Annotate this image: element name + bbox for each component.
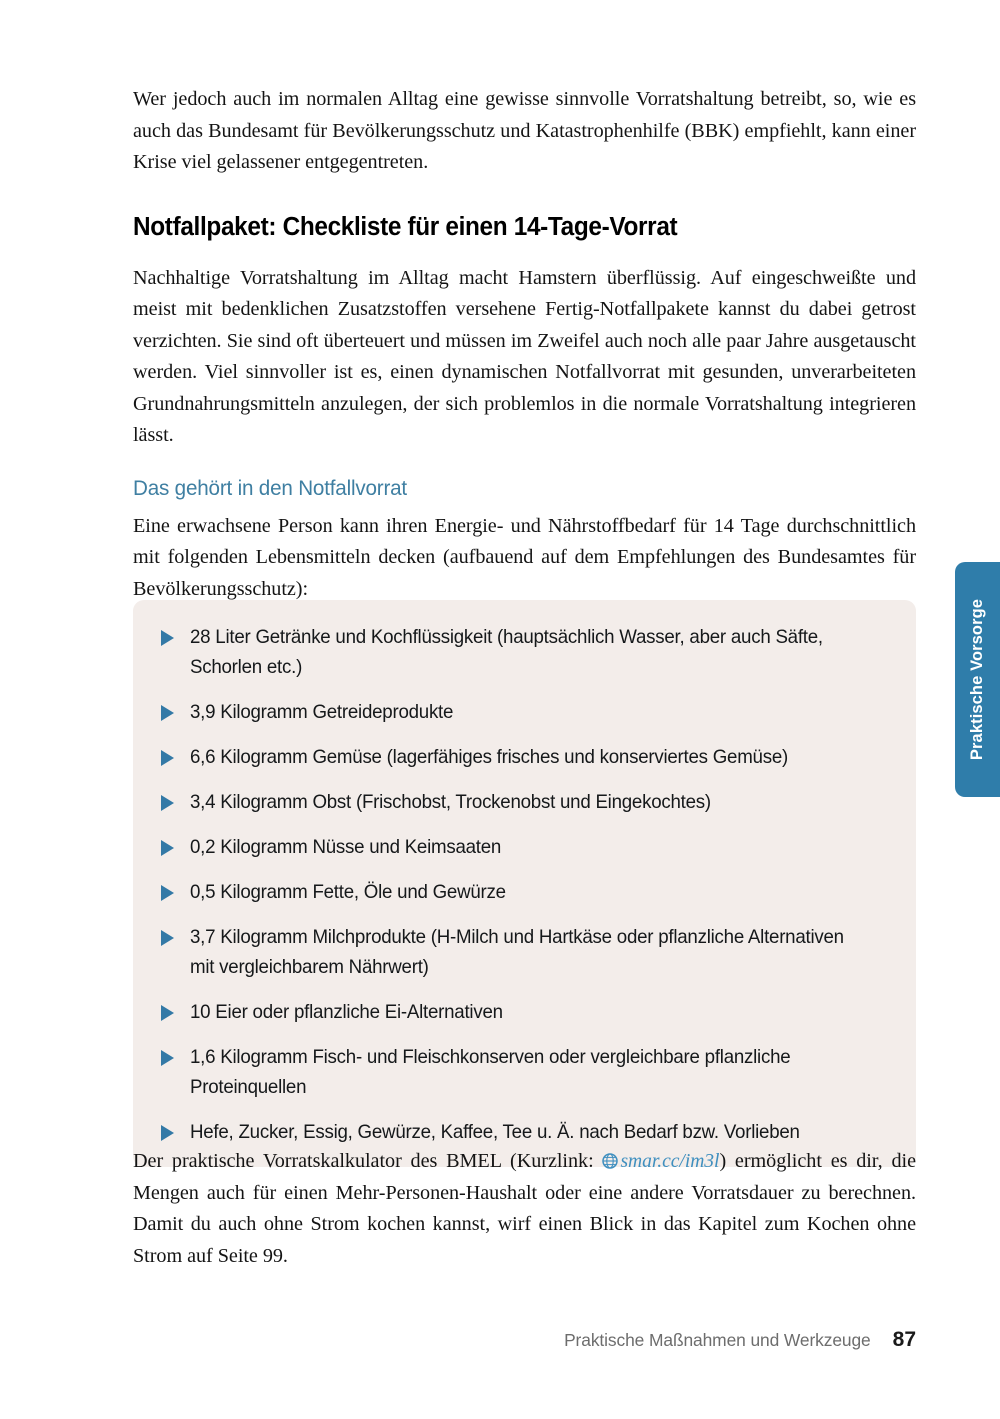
globe-icon [602, 1148, 618, 1164]
list-item-label: Hefe, Zucker, Essig, Gewürze, Kaffee, Tee u. Ä. nach Bedarf bzw. Vorlieben [190, 1121, 800, 1143]
list-item [155, 787, 886, 817]
triangle-right-icon [161, 630, 174, 646]
triangle-right-icon [161, 750, 174, 766]
body-paragraph: Nachhaltige Vorratshaltung im Alltag macht Hamstern überflüssig. Auf eingeschweißte und meist mit bedenklichen Zusatzstoffen versehene Fertig-Notfallpakete kannst du dabei getrost verzichten. Sie sind oft überteuert und müssen im Zweifel auch noch alle paar Jahre ausgetauscht werden. Viel sinnvoller ist es, einen dynamischen Notfallvorrat mit gesunden, unverarbeiteten Grundnahrungsmitteln anzulegen, der sich problemlos in die normale Vorratshaltung integrieren lässt. [133, 266, 916, 446]
closing-paragraph [133, 1146, 916, 1272]
triangle-right-icon [161, 795, 174, 811]
list-item-label: 28 Liter Getränke und Kochflüssigkeit (hauptsächlich Wasser, aber auch Säfte, Schorlen etc.) [190, 626, 823, 678]
list-item [155, 622, 886, 682]
triangle-right-icon [161, 1005, 174, 1021]
triangle-right-icon [161, 930, 174, 946]
list-item [155, 697, 886, 727]
footer-page-number: 87 [892, 1328, 916, 1351]
closing-text-after-link: ) ermöglicht es dir, die Mengen auch für einen Mehr-Personen-Haushalt oder eine andere Vorratsdauer zu berechnen. Damit du auch ohne Strom kochen kannst, wirf einen Blick in das Kapitel zum Kochen ohne Strom auf Seite 99. [133, 1150, 916, 1267]
checklist-box [133, 600, 916, 1167]
list-item [155, 877, 886, 907]
list-item-label: 0,5 Kilogramm Fette, Öle und Gewürze [190, 881, 506, 903]
spacer [133, 243, 916, 263]
triangle-right-icon [161, 1125, 174, 1141]
list-item-label: 1,6 Kilogramm Fisch- und Fleischkonserven oder vergleichbare pflanzliche Proteinquellen [190, 1046, 791, 1098]
checklist-list [155, 622, 886, 1147]
list-item [155, 997, 886, 1027]
list-item [155, 742, 886, 772]
list-item-label: 3,4 Kilogramm Obst (Frischobst, Trockenobst und Eingekochtes) [190, 791, 711, 813]
short-link[interactable]: smar.cc/im3l [620, 1151, 720, 1172]
chapter-side-tab-label: Praktische Vorsorge [968, 598, 987, 761]
closing-paragraph-wrapper [133, 1146, 916, 1272]
list-item-label: 3,7 Kilogramm Milchprodukte (H-Milch und Hartkäse oder pflanzliche Alternativen mit vergleichbarem Nährwert) [190, 926, 844, 978]
list-item-label: 3,9 Kilogramm Getreideprodukte [190, 701, 454, 723]
list-item-label: 0,2 Kilogramm Nüsse und Keimsaaten [190, 836, 502, 858]
page-footer [133, 1328, 916, 1352]
list-item [155, 1042, 886, 1102]
list-intro-paragraph: Eine erwachsene Person kann ihren Energie- und Nährstoffbedarf für 14 Tage durchschnittlich mit folgenden Lebensmitteln decken (aufbauend auf dem Empfehlungen des Bundesamtes für Bevölkerungsschutz): [133, 514, 916, 600]
footer-chapter-title: Praktische Maßnahmen und Werkzeuge [564, 1330, 871, 1350]
spacer [133, 179, 916, 211]
chapter-side-tab [955, 562, 1000, 797]
triangle-right-icon [161, 705, 174, 721]
triangle-right-icon [161, 885, 174, 901]
list-item [155, 1117, 886, 1147]
section-heading: Notfallpaket: Checkliste für einen 14-Tage-Vorrat [133, 212, 678, 241]
main-content-column [133, 84, 916, 605]
triangle-right-icon [161, 840, 174, 856]
intro-paragraph: Wer jedoch auch im normalen Alltag eine gewisse sinnvolle Vorratshaltung betreibt, so, wie es auch das Bundesamt für Bevölkerungsschutz und Katastrophenhilfe (BBK) empfiehlt, kann einer Krise viel gelassener entgegentreten. [133, 88, 916, 173]
sub-heading: Das gehört in den Notfallvorrat [133, 475, 407, 500]
list-item-label: 10 Eier oder pflanzliche Ei-Alternativen [190, 1001, 503, 1023]
spacer [133, 452, 916, 474]
spacer [133, 502, 916, 511]
triangle-right-icon [161, 1050, 174, 1066]
list-item-label: 6,6 Kilogramm Gemüse (lagerfähiges frisches und konserviertes Gemüse) [190, 746, 788, 768]
list-item [155, 832, 886, 862]
list-item [155, 922, 886, 982]
closing-text-before-link: Der praktische Vorratskalkulator des BMEL (Kurzlink: [133, 1150, 603, 1172]
